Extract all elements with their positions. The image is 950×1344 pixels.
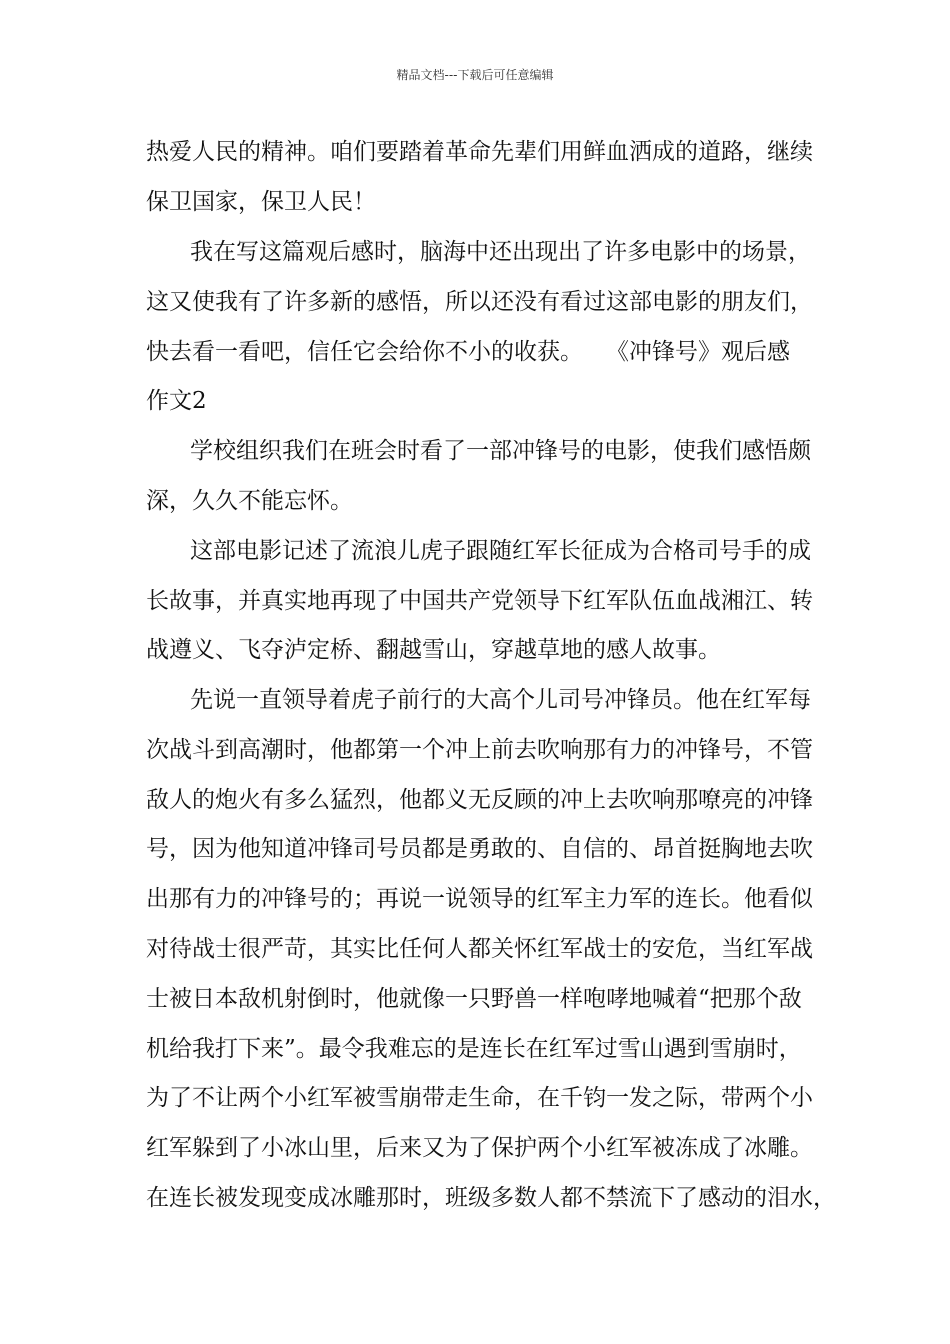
page-header: 精品文档---下载后可任意编辑 (396, 68, 554, 82)
text-line: 出那有力的冲锋号的；再说一说领导的红军主力军的连长。他看似 (146, 886, 813, 912)
text-line: 作文2 (146, 388, 207, 414)
text-line: 敌人的炮火有多么猛烈，他都义无反顾的冲上去吹响那嘹亮的冲锋 (146, 787, 813, 813)
text-line: 士被日本敌机射倒时，他就像一只野兽一样咆哮地喊着“把那个敌 (146, 986, 802, 1012)
text-line: 先说一直领导着虎子前行的大高个儿司号冲锋员。他在红军每 (190, 687, 811, 713)
text-line: 快去看一看吧，信任它会给你不小的收获。 《冲锋号》观后感 (146, 339, 790, 365)
text-line: 我在写这篇观后感时，脑海中还出现出了许多电影中的场景， (190, 239, 811, 265)
text-line: 号，因为他知道冲锋司号员都是勇敢的、自信的、昂首挺胸地去吹 (146, 836, 813, 862)
text-line: 这部电影记述了流浪儿虎子跟随红军长征成为合格司号手的成 (190, 538, 811, 564)
text-line: 热爱人民的精神。咱们要踏着革命先辈们用鲜血洒成的道路，继续 (146, 139, 813, 165)
text-line: 战遵义、飞夺泸定桥、翻越雪山，穿越草地的感人故事。 (146, 637, 721, 663)
text-line: 这又使我有了许多新的感悟，所以还没有看过这部电影的朋友们， (146, 289, 813, 315)
text-line: 为了不让两个小红军被雪崩带走生命，在千钧一发之际，带两个小 (146, 1085, 813, 1111)
text-line: 在连长被发现变成冰雕那时，班级多数人都不禁流下了感动的泪水， (146, 1185, 836, 1211)
text-line: 保卫国家，保卫人民！ (146, 189, 376, 215)
text-line: 红军躲到了小冰山里，后来又为了保护两个小红军被冻成了冰雕。 (146, 1135, 813, 1161)
text-line: 深，久久不能忘怀。 (146, 488, 353, 514)
text-line: 次战斗到高潮时，他都第一个冲上前去吹响那有力的冲锋号，不管 (146, 737, 813, 763)
text-line: 机给我打下来”。最令我难忘的是连长在红军过雪山遇到雪崩时， (146, 1036, 802, 1062)
text-line: 长故事，并真实地再现了中国共产党领导下红军队伍血战湘江、转 (146, 588, 813, 614)
text-line: 学校组织我们在班会时看了一部冲锋号的电影，使我们感悟颇 (190, 438, 811, 464)
text-line: 对待战士很严苛，其实比任何人都关怀红军战士的安危，当红军战 (146, 936, 813, 962)
